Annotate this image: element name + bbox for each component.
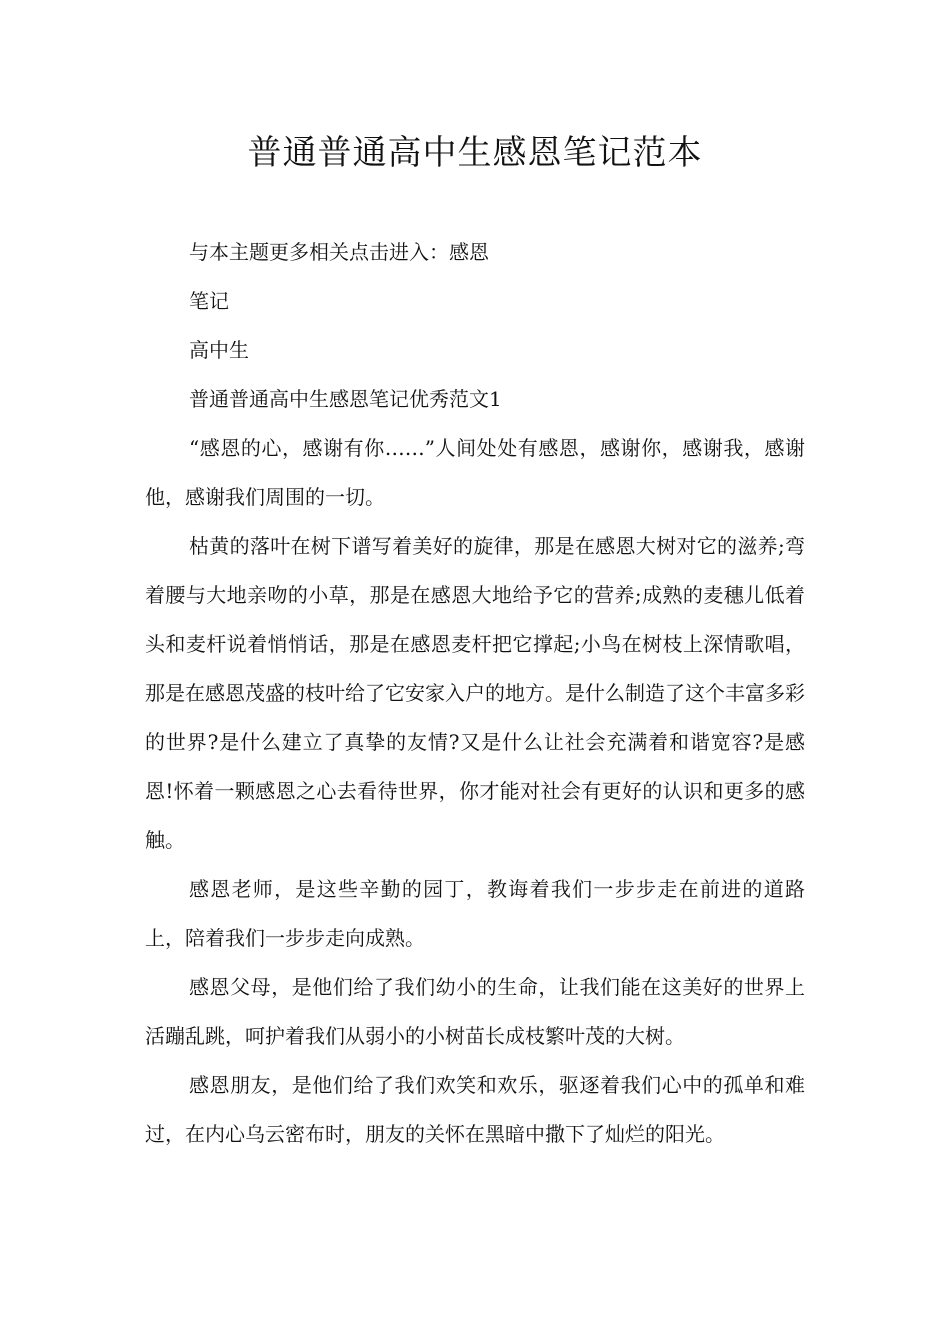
related-topic-link[interactable]: 与本主题更多相关点击进入：感恩 — [189, 240, 489, 264]
document-title: 普通普通高中生感恩笔记范本 — [247, 133, 703, 173]
paragraph-4: 感恩父母，是他们给了我们幼小的生命，让我们能在这美好的世界上活蹦乱跳，呵护着我们从弱小的小树苗长成枝繁叶茂的大树。 — [145, 975, 805, 1048]
paragraph-2: 枯黄的落叶在树下谱写着美好的旋律，那是在感恩大树对它的滋养;弯着腰与大地亲吻的小草，那是在感恩大地给予它的营养;成熟的麦穗儿低着头和麦杆说着悄悄话，那是在感恩麦杆把它撑起;小鸟在树枝上深情歌唱，那是在感恩茂盛的枝叶给了它安家入户的地方。是什么制造了这个丰富多彩的世界?是什么建立了真挚的友情?又是什么让社会充满着和谐宽容?是感恩!怀着一颗感恩之心去看待世界，你才能对社会有更好的认识和更多的感触。 — [145, 534, 805, 852]
related-tag-highschool[interactable]: 高中生 — [189, 338, 249, 362]
paragraph-1: “感恩的心，感谢有你……”人间处处有感恩，感谢你，感谢我，感谢他，感谢我们周围的一切。 — [145, 436, 805, 509]
paragraph-5: 感恩朋友，是他们给了我们欢笑和欢乐，驱逐着我们心中的孤单和难过，在内心乌云密布时，朋友的关怀在黑暗中撒下了灿烂的阳光。 — [145, 1073, 805, 1146]
related-tag-notes[interactable]: 笔记 — [189, 289, 229, 313]
paragraph-3: 感恩老师，是这些辛勤的园丁，教诲着我们一步步走在前进的道路上，陪着我们一步步走向成熟。 — [145, 877, 805, 950]
section-heading: 普通普通高中生感恩笔记优秀范文1 — [189, 387, 502, 411]
document-body — [145, 228, 805, 1159]
